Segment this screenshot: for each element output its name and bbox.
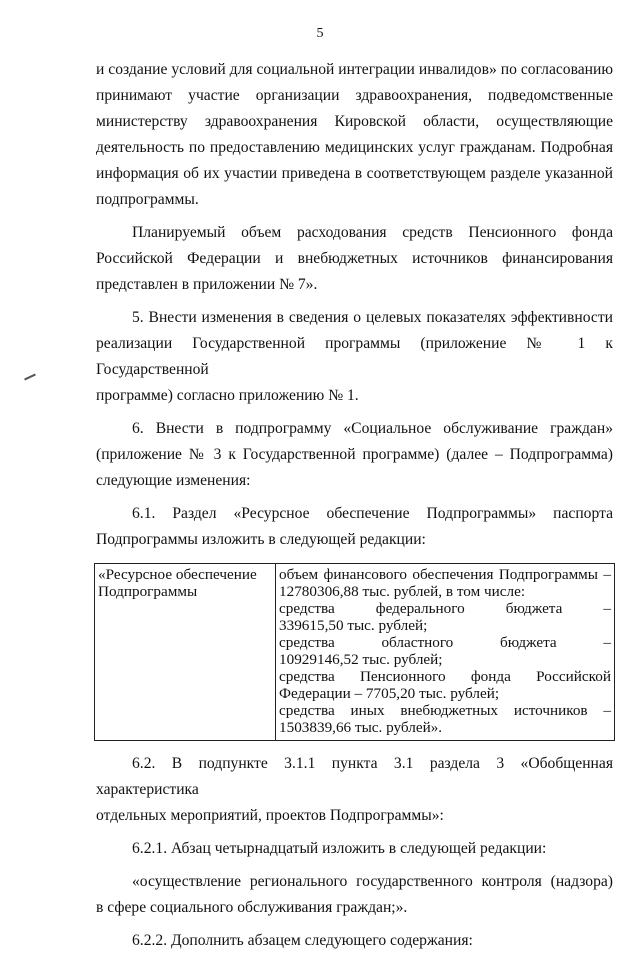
cell-line: 10929146,52 тыс. рублей;: [279, 651, 443, 668]
paragraph-line: представлен в приложении № 7».: [96, 276, 318, 293]
page-number: 5: [316, 26, 324, 41]
paragraph-line: «осуществление регионального государственного контроля (надзора): [132, 873, 613, 890]
paragraph-line: информация об их участии приведена в соответствующем разделе указанной: [96, 165, 613, 182]
cell-line: Подпрограммы: [98, 583, 198, 600]
paragraph-line: 5. Внести изменения в сведения о целевых показателях эффективности: [132, 309, 613, 326]
paragraph-line: 6.2.1. Абзац четырнадцатый изложить в следующей редакции:: [132, 840, 547, 857]
paragraph-line: деятельность по предоставлению медицинских услуг гражданам. Подробная: [96, 139, 613, 156]
paragraph-line: 6. Внести в подпрограмму «Социальное обслуживание граждан»: [132, 420, 613, 437]
paragraph-line: 6.2.2. Дополнить абзацем следующего содержания:: [132, 932, 473, 949]
cell-line: средства областного бюджета –: [279, 634, 611, 651]
paragraph-line: следующие изменения:: [96, 472, 251, 489]
scan-mark: [24, 374, 36, 381]
table-row: [95, 564, 615, 741]
paragraph-line: (приложение № 3 к Государственной программе) (далее – Подпрограмма): [96, 446, 613, 463]
paragraph-line: отдельных мероприятий, проектов Подпрограммы»:: [96, 807, 444, 824]
paragraph-line: Планируемый объем расходования средств Пенсионного фонда: [132, 224, 613, 241]
document-body: [96, 57, 613, 954]
paragraph-line: и создание условий для социальной интеграции инвалидов» по согласованию: [96, 61, 613, 78]
paragraph-line: подпрограммы.: [96, 191, 199, 208]
cell-line: Федерации – 7705,20 тыс. рублей;: [279, 685, 500, 702]
paragraph-line: 6.2. В подпункте 3.1.1 пункта 3.1 раздела 3 «Обобщенная характеристика: [96, 755, 613, 798]
paragraph-line: Подпрограммы изложить в следующей редакции:: [96, 531, 426, 548]
cell-line: средства иных внебюджетных источников –: [279, 702, 611, 719]
paragraph-line: программе) согласно приложению № 1.: [96, 387, 359, 404]
paragraph-line: реализации Государственной программы (приложение № 1 к Государственной: [96, 335, 613, 378]
cell-line: 1503839,66 тыс. рублей».: [279, 719, 443, 736]
cell-line: средства Пенсионного фонда Российской: [279, 668, 611, 685]
resource-table: [94, 563, 615, 741]
paragraph-line: в сфере социального обслуживания граждан;».: [96, 899, 408, 916]
paragraph-line: принимают участие организации здравоохранения, подведомственные: [96, 87, 613, 104]
table-cell-value: [276, 564, 615, 741]
cell-line: «Ресурсное обеспечение: [98, 566, 257, 583]
cell-line: объем финансового обеспечения Подпрограммы –: [279, 566, 611, 583]
cell-line: 12780306,88 тыс. рублей, в том числе:: [279, 583, 526, 600]
table-cell-label: [95, 564, 276, 741]
cell-line: средства федерального бюджета –: [279, 600, 611, 617]
paragraph-line: министерству здравоохранения Кировской области, осуществляющие: [96, 113, 613, 130]
paragraph-line: 6.1. Раздел «Ресурсное обеспечение Подпрограммы» паспорта: [132, 505, 613, 522]
paragraph-line: Российской Федерации и внебюджетных источников финансирования: [96, 250, 613, 267]
cell-line: 339615,50 тыс. рублей;: [279, 617, 428, 634]
